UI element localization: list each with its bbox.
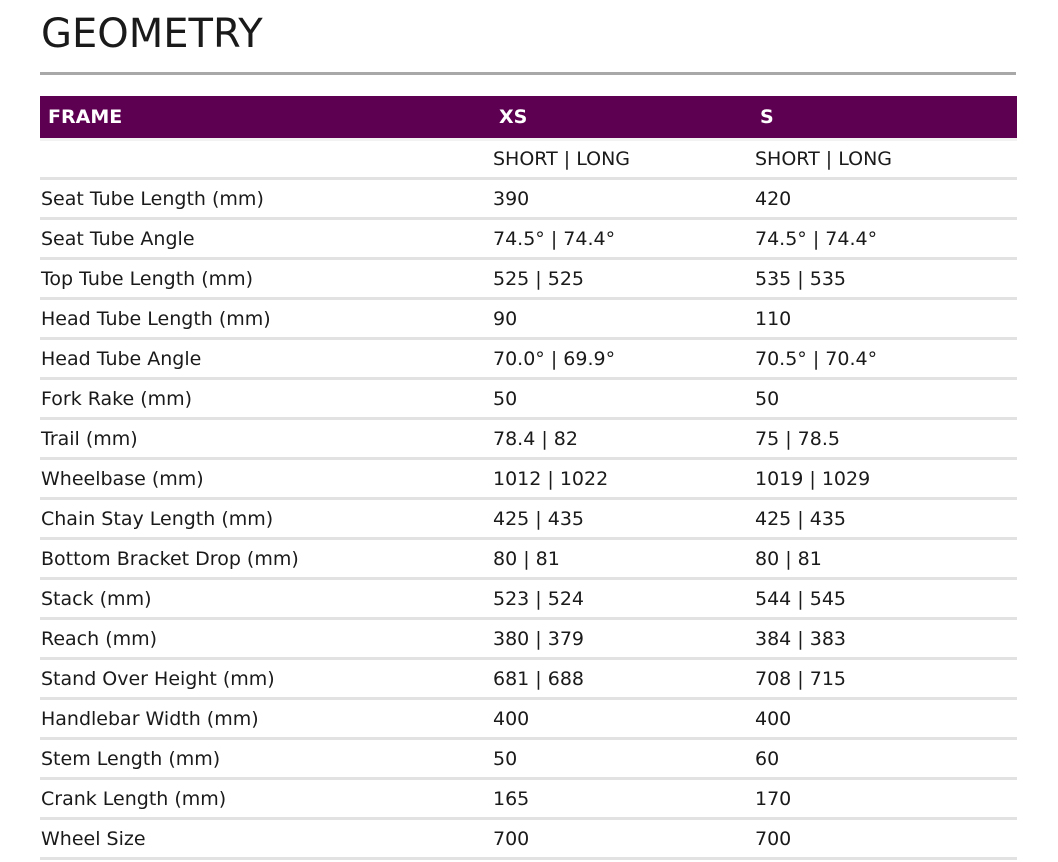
cell-s-value: 80 | 81 — [753, 539, 1017, 579]
table-row — [40, 499, 1017, 539]
table-row — [40, 179, 1017, 219]
row-label: Fork Rake (mm) — [40, 379, 492, 419]
cell-s-value: 425 | 435 — [753, 499, 1017, 539]
title-divider — [40, 72, 1016, 75]
page-title: GEOMETRY — [41, 11, 263, 57]
cell-s-value: 535 | 535 — [753, 259, 1017, 299]
table-row — [40, 379, 1017, 419]
row-label: Wheelbase (mm) — [40, 459, 492, 499]
table-row — [40, 659, 1017, 699]
table-row — [40, 419, 1017, 459]
table-row — [40, 539, 1017, 579]
cell-xs-value: 525 | 525 — [492, 259, 753, 299]
table-row — [40, 779, 1017, 819]
cell-s-value: 544 | 545 — [753, 579, 1017, 619]
table-row — [40, 299, 1017, 339]
row-label: Seat Tube Length (mm) — [40, 179, 492, 219]
cell-xs-value: 80 | 81 — [492, 539, 753, 579]
table-row — [40, 739, 1017, 779]
cell-xs-value: 50 — [492, 379, 753, 419]
subheader-label — [40, 140, 492, 179]
row-label: Reach (mm) — [40, 619, 492, 659]
cell-xs-value: 50 — [492, 739, 753, 779]
cell-s-value: 110 — [753, 299, 1017, 339]
cell-s-value: 60 — [753, 739, 1017, 779]
row-label: Crank Length (mm) — [40, 779, 492, 819]
table-row — [40, 819, 1017, 859]
table-row — [40, 699, 1017, 739]
subheader-xs: SHORT | LONG — [492, 140, 753, 179]
cell-xs-value: 400 — [492, 699, 753, 739]
cell-s-value: 75 | 78.5 — [753, 419, 1017, 459]
row-label: Bottom Bracket Drop (mm) — [40, 539, 492, 579]
table-row — [40, 259, 1017, 299]
cell-s-value: 708 | 715 — [753, 659, 1017, 699]
row-label: Wheel Size — [40, 819, 492, 859]
table-row — [40, 339, 1017, 379]
cell-s-value: 420 — [753, 179, 1017, 219]
column-header-xs: XS — [492, 96, 753, 140]
table-row — [40, 459, 1017, 499]
cell-xs-value: 425 | 435 — [492, 499, 753, 539]
table-body — [40, 140, 1017, 859]
table-row — [40, 219, 1017, 259]
row-label: Top Tube Length (mm) — [40, 259, 492, 299]
cell-xs-value: 700 — [492, 819, 753, 859]
cell-s-value: 384 | 383 — [753, 619, 1017, 659]
geometry-table — [40, 96, 1017, 860]
cell-xs-value: 70.0° | 69.9° — [492, 339, 753, 379]
row-label: Head Tube Angle — [40, 339, 492, 379]
row-label: Trail (mm) — [40, 419, 492, 459]
cell-s-value: 1019 | 1029 — [753, 459, 1017, 499]
cell-xs-value: 90 — [492, 299, 753, 339]
cell-s-value: 400 — [753, 699, 1017, 739]
cell-xs-value: 74.5° | 74.4° — [492, 219, 753, 259]
row-label: Stack (mm) — [40, 579, 492, 619]
column-header-frame: FRAME — [40, 96, 492, 140]
table-header — [40, 96, 1017, 140]
cell-xs-value: 523 | 524 — [492, 579, 753, 619]
row-label: Chain Stay Length (mm) — [40, 499, 492, 539]
table-row — [40, 619, 1017, 659]
cell-s-value: 700 — [753, 819, 1017, 859]
subheader-row — [40, 140, 1017, 179]
cell-s-value: 74.5° | 74.4° — [753, 219, 1017, 259]
cell-xs-value: 681 | 688 — [492, 659, 753, 699]
cell-s-value: 170 — [753, 779, 1017, 819]
subheader-s: SHORT | LONG — [753, 140, 1017, 179]
row-label: Stem Length (mm) — [40, 739, 492, 779]
row-label: Stand Over Height (mm) — [40, 659, 492, 699]
cell-xs-value: 380 | 379 — [492, 619, 753, 659]
cell-xs-value: 165 — [492, 779, 753, 819]
cell-s-value: 50 — [753, 379, 1017, 419]
column-header-s: S — [753, 96, 1017, 140]
table-row — [40, 579, 1017, 619]
header-row — [40, 96, 1017, 140]
row-label: Head Tube Length (mm) — [40, 299, 492, 339]
cell-xs-value: 390 — [492, 179, 753, 219]
cell-s-value: 70.5° | 70.4° — [753, 339, 1017, 379]
cell-xs-value: 1012 | 1022 — [492, 459, 753, 499]
row-label: Handlebar Width (mm) — [40, 699, 492, 739]
row-label: Seat Tube Angle — [40, 219, 492, 259]
cell-xs-value: 78.4 | 82 — [492, 419, 753, 459]
